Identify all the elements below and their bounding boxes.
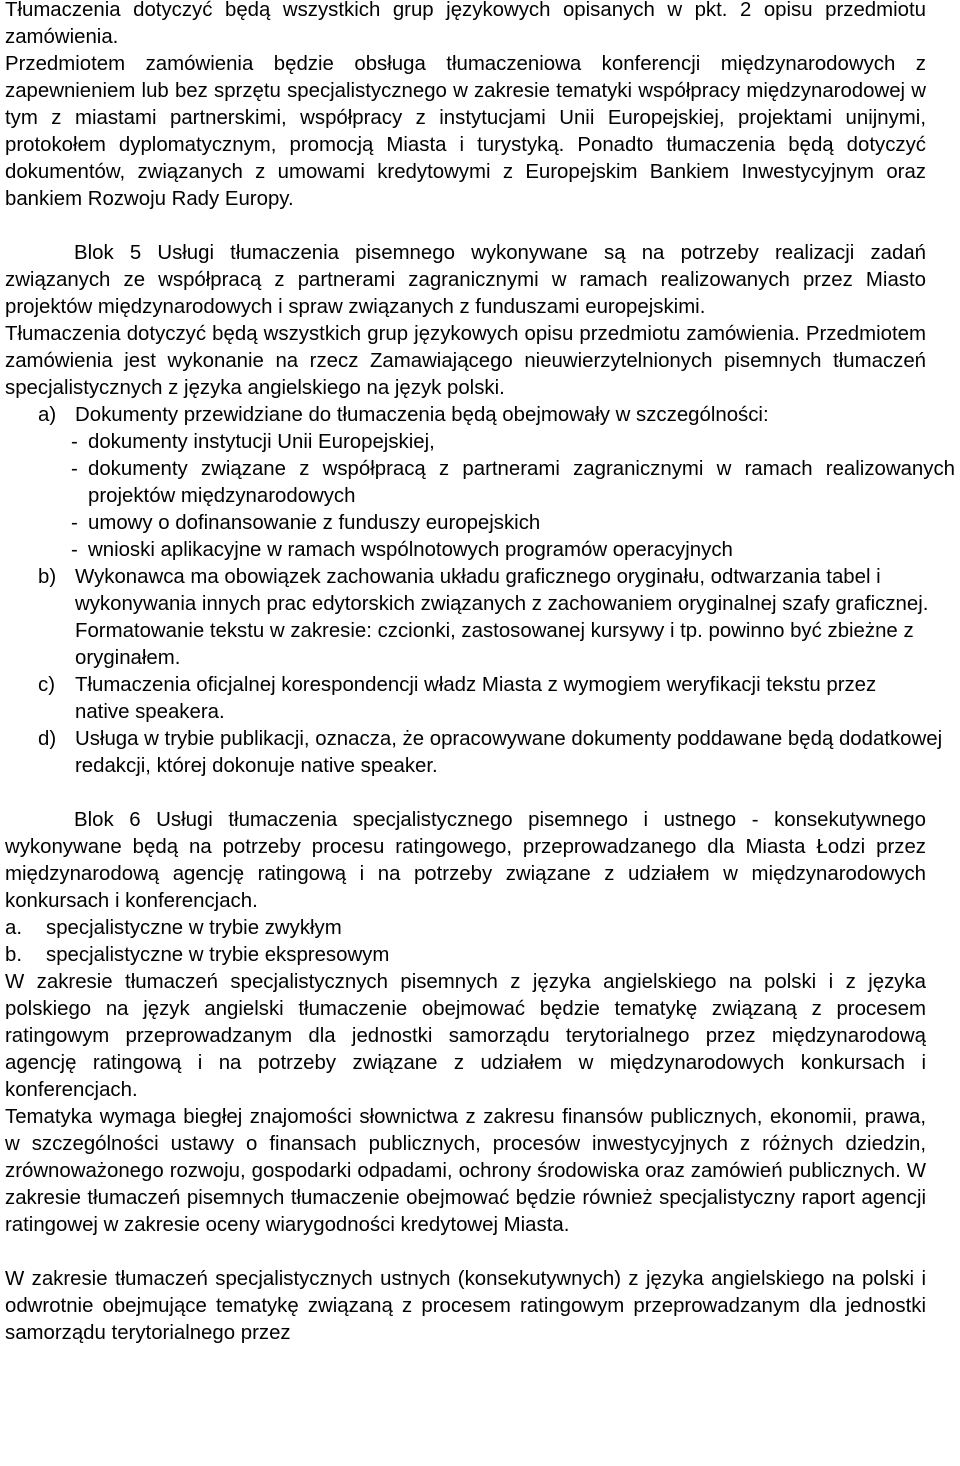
list-item-text: Usługa w trybie publikacji, oznacza, że opracowywane dokumenty poddawane będą dodatkowej redakcji, której dokonuje native speaker.: [75, 728, 943, 777]
list-item-text: Tłumaczenia oficjalnej korespondencji władz Miasta z wymogiem weryfikacji tekstu przez native speakera.: [75, 674, 877, 723]
dash-marker: -: [71, 512, 78, 534]
list-marker: a.: [5, 917, 23, 939]
paragraph-conference-service: Przedmiotem zamówienia będzie obsługa tłumaczeniowa konferencji międzynarodowych z zapewnieniem lub bez sprzętu specjalistycznego w zakresie tematyki współpracy międzynarodowej w tym z miastami partnerskimi, współpracy z instytucjami Unii Europejskiej, projektami unijnymi, protokołem dyplomatycznym, promocją Miasta i turystyką. Ponadto tłumaczenia będą dotyczyć dokumentów, związanych z umowami kredytowymi z Europejskim Bankiem Inwestycyjnym oraz bankiem Rozwoju Rady Europy.: [5, 53, 926, 210]
dash-item-text: wnioski aplikacyjne w ramach wspólnotowych programów operacyjnych: [88, 539, 733, 561]
blok5-paragraph: Tłumaczenia dotyczyć będą wszystkich grup językowych opisu przedmiotu zamówienia. Przedmiotem zamówienia jest wykonanie na rzecz Zamawiającego nieuwierzytelnionych pisemnych tłumaczeń specjalistycznych z języka angielskiego na język polski.: [5, 323, 926, 399]
spacer: [5, 1239, 926, 1266]
dash-item-text: dokumenty instytucji Unii Europejskiej,: [88, 431, 435, 453]
list-marker: a): [38, 404, 57, 426]
dash-item-eu-documents: [5, 429, 926, 456]
dash-item-text: umowy o dofinansowanie z funduszy europejskich: [88, 512, 541, 534]
list-marker: c): [38, 674, 55, 696]
blok6-intro: Blok 6 Usługi tłumaczenia specjalistycznego pisemnego i ustnego - konsekutywnego wykonywane będą na potrzeby procesu ratingowego, przeprowadzanego dla Miasta Łodzi przez międzynarodową agencję ratingową i na potrzeby związane z udziałem w międzynarodowych konkursach i konferencjach.: [5, 809, 926, 912]
blok6-written-translations: W zakresie tłumaczeń specjalistycznych pisemnych z języka angielskiego na polski i z języka polskiego na język angielski tłumaczenie obejmować będzie tematykę związaną z procesem ratingowym przeprowadzanym dla jednostki samorządu terytorialnego przez międzynarodową agencję ratingową i na potrzeby związane z udziałem w międzynarodowych konkursach i konferencjach.: [5, 971, 926, 1101]
list-item-text: Dokumenty przewidziane do tłumaczenia będą obejmowały w szczególności:: [75, 404, 769, 426]
document-body: [5, 0, 955, 1347]
list-item-text: specjalistyczne w trybie ekspresowym: [46, 944, 390, 966]
blok6-item-a: [5, 915, 926, 942]
dash-item-funding-agreements: [5, 510, 926, 537]
list-marker: d): [38, 728, 57, 750]
spacer: [5, 780, 926, 807]
blok6-topics: Tematyka wymaga biegłej znajomości słownictwa z zakresu finansów publicznych, ekonomii, prawa, w szczególności ustawy o finansach publicznych, procesów inwestycyjnych z różnych dziedzin, zrównoważonego rozwoju, gospodarki odpadami, ochrony środowiska oraz zamówień publicznych. W zakresie tłumaczeń pisemnych tłumaczenie obejmować będzie również specjalistyczny raport agencji ratingowej w zakresie oceny wiarygodności kredytowej Miasta.: [5, 1106, 926, 1236]
dash-marker: -: [71, 539, 78, 561]
list-item-text: Wykonawca ma obowiązek zachowania układu graficznego oryginału, odtwarzania tabel i wykonywania innych prac edytorskich związanych z zachowaniem oryginalnej szafy graficznej. Formatowanie tekstu w zakresie: czcionki, zastosowanej kursywy i tp. powinno być zbieżne z oryginałem.: [75, 566, 929, 669]
spacer: [5, 213, 926, 240]
dash-item-text: dokumenty związane z współpracą z partnerami zagranicznymi w ramach realizowanych projektów międzynarodowych: [88, 458, 955, 507]
blok6-item-b: [5, 942, 926, 969]
blok5-item-c: [5, 672, 926, 726]
blok6-oral-translations: W zakresie tłumaczeń specjalistycznych ustnych (konsekutywnych) z języka angielskiego na polski i odwrotnie obejmujące tematykę związaną z procesem ratingowym przeprowadzanym dla jednostki samorządu terytorialnego przez: [5, 1268, 926, 1344]
blok5-item-d: [5, 726, 955, 780]
blok5-item-b: [5, 564, 955, 672]
list-marker: b.: [5, 944, 23, 966]
dash-item-applications: [5, 537, 926, 564]
list-marker: b): [38, 566, 57, 588]
dash-item-partner-documents: [5, 456, 955, 510]
dash-marker: -: [71, 458, 78, 480]
list-item-text: specjalistyczne w trybie zwykłym: [46, 917, 342, 939]
dash-marker: -: [71, 431, 78, 453]
blok5-intro: Blok 5 Usługi tłumaczenia pisemnego wykonywane są na potrzeby realizacji zadań związanych ze współpracą z partnerami zagranicznymi w ramach realizowanych przez Miasto projektów międzynarodowych i spraw związanych z funduszami europejskimi.: [5, 242, 926, 318]
blok5-item-a: [5, 402, 926, 429]
paragraph-languages: Tłumaczenia dotyczyć będą wszystkich grup językowych opisanych w pkt. 2 opisu przedmiotu zamówienia.: [5, 0, 926, 48]
